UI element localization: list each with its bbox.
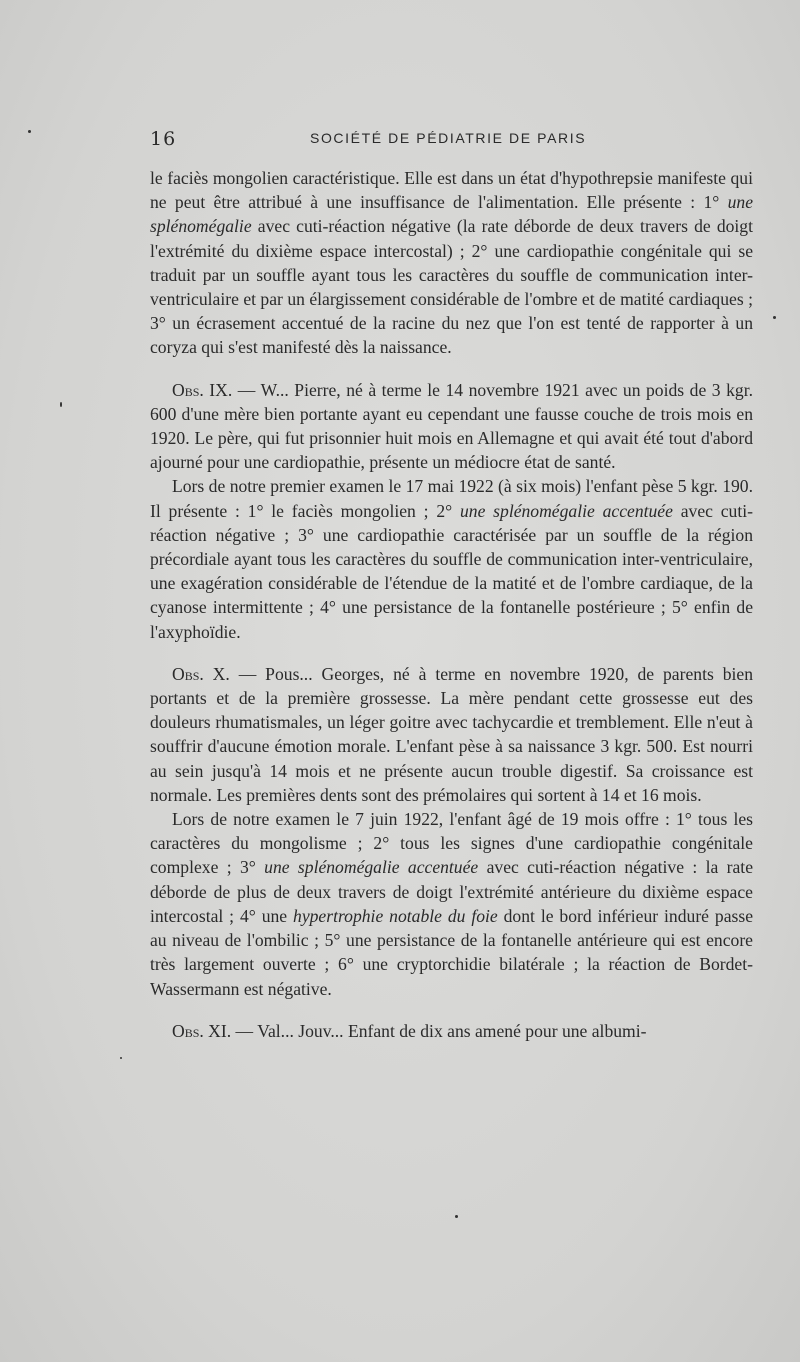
text-run: avec cuti-réaction négative (la rate déborde de deux travers de doigt l'extrémité du dixième espace intercostal) ; 2° une cardiopathie congénitale qui se traduit par un souffle ayant tous les caractères du souffle de communication inter-ventriculaire et par un élargissement considérable de l'ombre et de matité cardiaques ; 3° un écrasement accentué de la racine du nez que l'on est tenté de rapporter à un coryza qui s'est manifesté dès la naissance. [150, 216, 753, 358]
paragraph-obs-ix [150, 378, 753, 475]
page-number: 16 [150, 128, 177, 150]
paper-speck [60, 402, 62, 407]
text-run: — Val... Jouv... Enfant de dix ans amené pour une albumi- [231, 1020, 647, 1041]
text-run: — Pous... Georges, né à terme en novembre 1920, de parents bien portants et de la première grossesse. La mère pendant cette grossesse eut des douleurs rhumatismales, un léger goitre avec tachycardie et tremblement. Elle n'eut à souffrir d'aucune émotion morale. L'enfant pèse à sa naissance 3 kgr. 500. Est nourri au sein jusqu'à 14 mois et ne présente aucun trouble digestif. Sa croissance est normale. Les premières dents sont des prémolaires qui sortent à 14 et 16 mois. [150, 663, 753, 805]
italic-run: une splénomégalie accentuée [459, 500, 673, 521]
paper-speck [455, 1215, 458, 1218]
text-run: avec cuti-réaction négative : la rate déborde de plus de deux travers de doigt l'extrémité antérieure du dixième espace intercostal ; 4° une [150, 857, 753, 926]
text-run: dont le bord inférieur induré passe au niveau de l'ombilic ; 5° une persistance de la fontanelle antérieure qui est encore très largement ouverte ; 6° une cryptorchidie bilatérale ; la réaction de Bordet-Wassermann est négative. [150, 905, 754, 999]
body-text [150, 166, 753, 1043]
paragraph-obs-ix-exam [150, 474, 753, 643]
italic-run: une splénomégalie accentuée [264, 857, 479, 878]
paper-speck [28, 130, 31, 133]
text-run: Lors de notre examen le 7 juin 1922, l'enfant âgé de 19 mois offre : 1° tous les caractères du mongolisme ; 2° tous les signes d'une cardiopathie congénitale complexe ; 3° [150, 809, 753, 878]
observation-label: Obs. IX. [172, 379, 233, 400]
text-run: avec cuti-réaction négative ; 3° une cardiopathie caractérisée par un souffle de la région précordiale ayant tous les caractères du souffle de communication inter-ventriculaire, une exagération considérable de l'étendue de la matité et de l'ombre cardiaque, de la cyanose intermittente ; 4° une persistance de la fontanelle postérieure ; 5° enfin de l'axyphoïdie. [150, 500, 753, 642]
running-head: SOCIÉTÉ DE PÉDIATRIE DE PARIS [310, 130, 587, 146]
paragraph-obs-x-exam [150, 807, 753, 1001]
text-run: — W... Pierre, né à terme le 14 novembre 1921 avec un poids de 3 kgr. 600 d'une mère bien portante ayant eu cependant une fausse couche de trois mois en 1920. Le père, qui fut prisonnier huit mois en Allemagne et qui avait été tout d'abord ajourné pour une cardiopathie, présente un médiocre état de santé. [150, 379, 753, 473]
text-run: Lors de notre premier examen le 17 mai 1922 (à six mois) l'enfant pèse 5 kgr. 190. Il présente : 1° le faciès mongolien ; 2° [150, 476, 753, 521]
paper-speck [120, 1057, 122, 1059]
observation-label: Obs. X. [172, 663, 230, 684]
paragraph-continuation [150, 166, 753, 360]
italic-run: une splénomégalie [150, 192, 753, 237]
italic-run: hypertrophie notable du foie [293, 905, 498, 926]
text-run: le faciès mongolien caractéristique. Elle est dans un état d'hypothrepsie manifeste qui ne peut être attribué à une insuffisance de l'alimentation. Elle présente : 1° [150, 168, 753, 213]
observation-label: Obs. XI. [172, 1020, 232, 1041]
paragraph-obs-x [150, 662, 753, 807]
paper-speck [773, 316, 776, 319]
paragraph-obs-xi [150, 1019, 753, 1043]
page-header [150, 128, 750, 156]
